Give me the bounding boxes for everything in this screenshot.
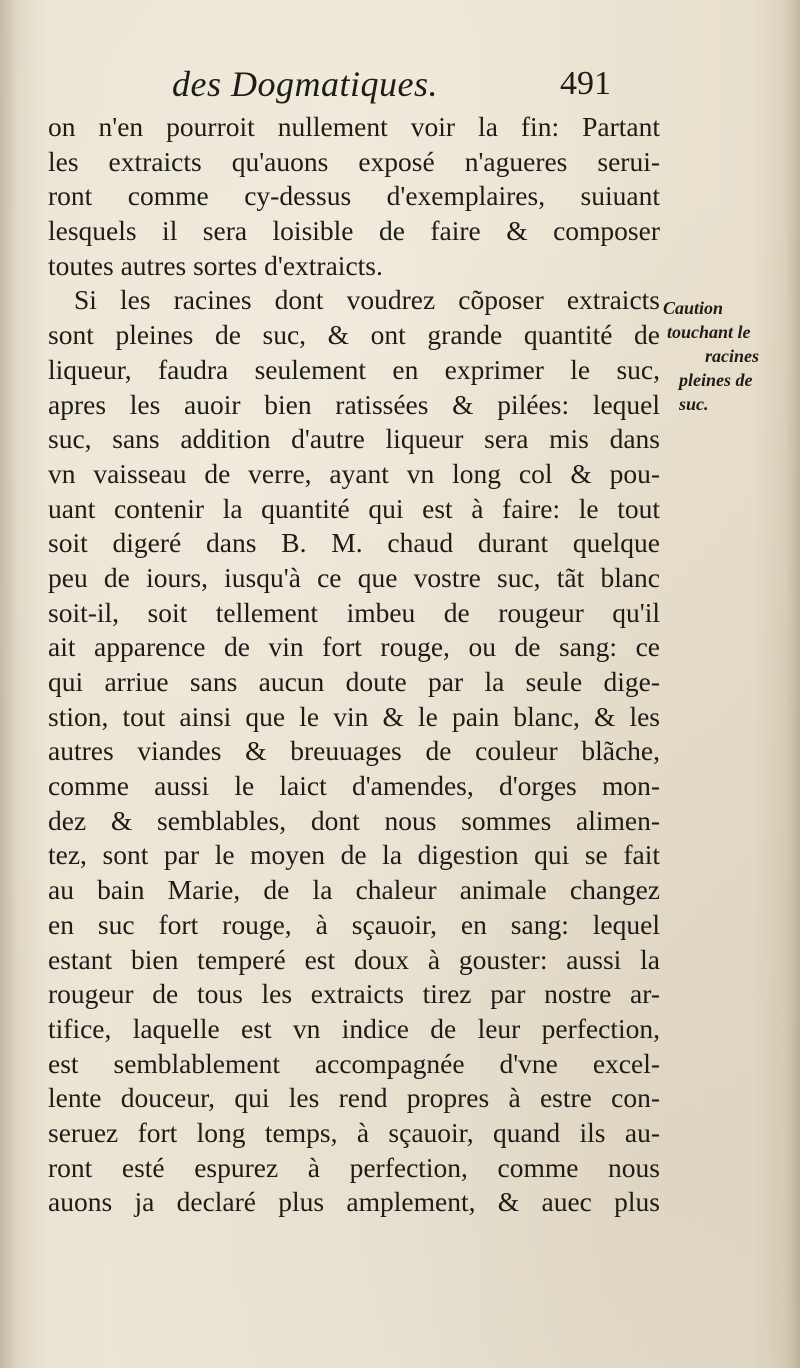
margin-note-line: racines [705,346,759,366]
margin-note-line: touchant le [667,322,751,342]
text-line: peu de iours, iusqu'à ce que vostre suc, tãt blanc [48,561,660,593]
text-line: uant contenir la quantité qui est à faire: le tout [48,492,660,524]
text-line: apres les auoir bien ratissées & pilées: lequel [48,388,660,420]
text-line: soit-il, soit tellement imbeu de rougeur qu'il [48,596,660,628]
running-title: des Dogmatiques. [172,64,438,104]
text-line: en suc fort rouge, à sçauoir, en sang: lequel [48,908,660,940]
text-line: lesquels il sera loisible de faire & composer [48,215,660,247]
text-line: suc, sans addition d'autre liqueur sera mis dans [48,423,660,455]
text-line: soit digeré dans B. M. chaud durant quelque [48,527,660,559]
text-line: auons ja declaré plus amplement, & auec plus [48,1186,660,1218]
text-line: au bain Marie, de la chaleur animale changez [48,874,660,906]
body-text [48,110,660,1220]
margin-note-line: Caution [663,298,724,318]
text-line: Si les racines dont voudrez cõposer extraicts [74,284,660,316]
text-line: qui arriue sans aucun doute par la seule dige- [48,666,660,697]
text-line: estant bien temperé est doux à gouster: aussi la [48,943,660,975]
text-line: lente douceur, qui les rend propres à estre con- [48,1082,660,1114]
text-line: liqueur, faudra seulement en exprimer le suc, [48,353,660,385]
text-line: autres viandes & breuuages de couleur blãche, [48,735,660,767]
text-line: toutes autres sortes d'extraicts. [48,249,383,281]
text-line: ait apparence de vin fort rouge, ou de sang: ce [48,631,660,663]
page-number: 491 [560,65,611,102]
text-line: stion, tout ainsi que le vin & le pain blanc, & les [48,700,660,732]
page-edge-shadow-left [0,0,18,1368]
text-line: rougeur de tous les extraicts tirez par nostre ar- [48,978,660,1010]
text-line: on n'en pourroit nullement voir la fin: Partant [48,111,660,142]
text-line: tifice, laquelle est vn indice de leur perfection, [48,1012,660,1044]
text-line: ront comme cy-dessus d'exemplaires, suiuant [48,180,660,212]
text-line: seruez fort long temps, à sçauoir, quand ils au- [48,1116,660,1148]
text-line: les extraicts qu'auons exposé n'agueres serui- [48,145,660,177]
text-line: vn vaisseau de verre, ayant vn long col & pou- [48,457,660,489]
page-edge-shadow-right [786,0,800,1368]
margin-note-line: pleines de [679,370,753,390]
text-line: sont pleines de suc, & ont grande quantité de [48,319,660,351]
page-header [0,64,800,114]
margin-note-line: suc. [679,394,709,414]
text-line: tez, sont par le moyen de la digestion qui se fait [48,839,660,871]
margin-note [663,296,800,416]
text-line: est semblablement accompagnée d'vne excel- [48,1047,660,1079]
text-line: ront esté espurez à perfection, comme nous [48,1151,660,1183]
text-line: dez & semblables, dont nous sommes alimen- [48,804,660,836]
text-line: comme aussi le laict d'amendes, d'orges mon- [48,770,660,802]
